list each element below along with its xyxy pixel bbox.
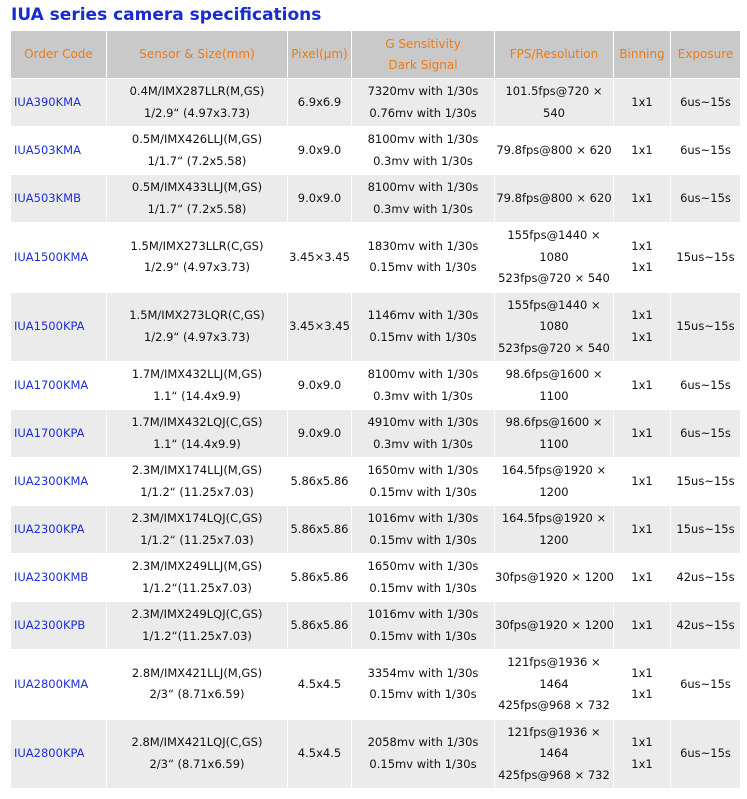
order-code-cell: IUA503KMA	[11, 127, 107, 175]
sensitivity-line: 0.15mv with 1/30s	[369, 756, 477, 771]
binning-line: 1x1	[631, 377, 653, 392]
fps-resolution-line: 540	[543, 105, 565, 120]
exposure-cell: 6us~15s	[671, 127, 741, 175]
binning-line: 1x1	[631, 190, 653, 205]
sensor-size-cell	[107, 362, 288, 410]
binning-cell	[614, 292, 671, 362]
sensitivity-cell	[352, 650, 495, 720]
spec-table	[10, 30, 741, 789]
order-code-cell: IUA2800KMA	[11, 650, 107, 720]
sensitivity-line: 0.76mv with 1/30s	[369, 105, 477, 120]
sensor-size-line: 2.3M/IMX249LLJ(M,GS)	[131, 559, 263, 573]
page-title: IUA series camera specifications	[11, 5, 322, 25]
fps-resolution-line: 30fps@1920 × 1200	[495, 617, 614, 632]
order-code-cell: IUA503KMB	[11, 175, 107, 223]
binning-line: 1x1	[631, 665, 653, 680]
sensor-size-line: 1/1.2“ (11.25x7.03)	[140, 484, 254, 499]
header-order-code: Order Code	[11, 31, 107, 79]
header-fps: FPS/Resolution	[495, 31, 614, 79]
order-code-cell: IUA1500KPA	[11, 292, 107, 362]
sensitivity-line: 1650mv with 1/30s	[367, 559, 479, 573]
sensitivity-line: 2058mv with 1/30s	[367, 735, 479, 750]
pixel-cell: 5.86x5.86	[288, 506, 352, 554]
order-code-cell: IUA390KMA	[11, 79, 107, 127]
pixel-cell: 9.0x9.0	[288, 362, 352, 410]
sensitivity-line: 0.15mv with 1/30s	[369, 329, 477, 344]
binning-line: 1x1	[631, 473, 653, 488]
table-row	[11, 175, 741, 223]
header-sensitivity-line2: Dark Signal	[388, 57, 458, 72]
sensitivity-line: 0.3mv with 1/30s	[373, 388, 473, 403]
sensitivity-line: 8100mv with 1/30s	[367, 132, 479, 146]
binning-cell	[614, 175, 671, 223]
table-row	[11, 292, 741, 362]
pixel-cell: 9.0x9.0	[288, 175, 352, 223]
binning-cell	[614, 602, 671, 650]
table-row	[11, 506, 741, 554]
fps-resolution-line: 121fps@1936 ×	[507, 724, 601, 739]
fps-resolution-line: 155fps@1440 ×	[507, 297, 601, 312]
table-row	[11, 602, 741, 650]
fps-resolution-line: 79.8fps@800 × 620	[496, 190, 612, 205]
sensor-size-cell	[107, 554, 288, 602]
fps-resolution-line: 164.5fps@1920 ×	[501, 463, 607, 477]
binning-cell	[614, 554, 671, 602]
fps-resolution-line: 101.5fps@720 ×	[505, 84, 603, 98]
exposure-cell: 6us~15s	[671, 650, 741, 720]
table-row	[11, 554, 741, 602]
sensor-size-line: 1.5M/IMX273LLR(C,GS)	[130, 238, 264, 253]
order-code-cell: IUA1700KPA	[11, 410, 107, 458]
binning-cell	[614, 719, 671, 789]
pixel-cell: 9.0x9.0	[288, 127, 352, 175]
sensitivity-line: 1650mv with 1/30s	[367, 463, 479, 477]
sensor-size-cell	[107, 223, 288, 293]
sensor-size-cell	[107, 650, 288, 720]
sensitivity-line: 1146mv with 1/30s	[367, 308, 479, 323]
binning-cell	[614, 410, 671, 458]
table-row	[11, 127, 741, 175]
fps-resolution-line: 1100	[539, 436, 569, 451]
header-pixel: Pixel(μm)	[288, 31, 352, 79]
binning-cell	[614, 79, 671, 127]
sensitivity-line: 0.3mv with 1/30s	[373, 201, 473, 216]
sensitivity-cell	[352, 362, 495, 410]
exposure-cell: 42us~15s	[671, 554, 741, 602]
binning-line: 1x1	[631, 260, 653, 275]
binning-cell	[614, 223, 671, 293]
fps-resolution-cell	[495, 602, 614, 650]
sensitivity-line: 0.15mv with 1/30s	[369, 532, 477, 547]
pixel-cell: 5.86x5.86	[288, 602, 352, 650]
fps-resolution-cell	[495, 506, 614, 554]
order-code-cell: IUA2300KMB	[11, 554, 107, 602]
order-code-cell: IUA2300KPB	[11, 602, 107, 650]
exposure-cell: 6us~15s	[671, 410, 741, 458]
binning-cell	[614, 506, 671, 554]
binning-line: 1x1	[631, 238, 653, 253]
sensor-size-line: 1/1.2“(11.25x7.03)	[142, 580, 252, 595]
sensitivity-line: 4910mv with 1/30s	[367, 415, 479, 429]
binning-line: 1x1	[631, 94, 653, 109]
sensor-size-line: 1.1“ (14.4x9.9)	[153, 436, 241, 451]
sensor-size-line: 2/3“ (8.71x6.59)	[149, 756, 245, 771]
sensitivity-cell	[352, 458, 495, 506]
pixel-cell: 9.0x9.0	[288, 410, 352, 458]
sensitivity-line: 0.3mv with 1/30s	[373, 153, 473, 168]
fps-resolution-cell	[495, 458, 614, 506]
sensor-size-line: 1/1.7“ (7.2x5.58)	[147, 153, 247, 168]
fps-resolution-line: 425fps@968 × 732	[498, 698, 610, 712]
fps-resolution-line: 164.5fps@1920 ×	[501, 511, 607, 525]
fps-resolution-cell	[495, 719, 614, 789]
binning-line: 1x1	[631, 329, 653, 344]
order-code-cell: IUA2300KMA	[11, 458, 107, 506]
binning-cell	[614, 127, 671, 175]
sensor-size-line: 1.7M/IMX432LLJ(M,GS)	[131, 367, 263, 381]
fps-resolution-cell	[495, 554, 614, 602]
sensitivity-line: 0.15mv with 1/30s	[369, 580, 477, 595]
sensor-size-line: 1.1“ (14.4x9.9)	[153, 388, 241, 403]
binning-line: 1x1	[631, 617, 653, 632]
sensor-size-line: 1/1.2“ (11.25x7.03)	[140, 532, 254, 547]
sensitivity-line: 0.15mv with 1/30s	[369, 260, 477, 275]
binning-cell	[614, 458, 671, 506]
header-sensitivity-line1: G Sensitivity	[385, 36, 461, 51]
header-exposure: Exposure	[671, 31, 741, 79]
exposure-cell: 6us~15s	[671, 719, 741, 789]
table-row	[11, 362, 741, 410]
fps-resolution-line: 1200	[539, 532, 569, 547]
header-sensor-size: Sensor & Size(mm)	[107, 31, 288, 79]
fps-resolution-line: 155fps@1440 ×	[507, 228, 601, 242]
sensor-size-line: 2.3M/IMX249LQJ(C,GS)	[131, 607, 263, 621]
sensor-size-cell	[107, 506, 288, 554]
sensor-size-cell	[107, 458, 288, 506]
pixel-cell: 3.45×3.45	[288, 292, 352, 362]
binning-line: 1x1	[631, 308, 653, 323]
exposure-cell: 6us~15s	[671, 362, 741, 410]
sensor-size-cell	[107, 719, 288, 789]
sensor-size-line: 1.7M/IMX432LQJ(C,GS)	[131, 415, 263, 429]
pixel-cell: 4.5x4.5	[288, 650, 352, 720]
fps-resolution-cell	[495, 410, 614, 458]
table-row	[11, 79, 741, 127]
sensor-size-line: 1/2.9“ (4.97x3.73)	[143, 260, 251, 275]
binning-line: 1x1	[631, 687, 653, 702]
exposure-cell: 6us~15s	[671, 79, 741, 127]
sensor-size-line: 2.8M/IMX421LLJ(M,GS)	[131, 665, 263, 680]
fps-resolution-line: 121fps@1936 ×	[507, 655, 601, 669]
fps-resolution-line: 425fps@968 × 732	[498, 767, 610, 782]
sensitivity-line: 0.15mv with 1/30s	[369, 687, 477, 702]
pixel-cell: 6.9x6.9	[288, 79, 352, 127]
sensor-size-line: 0.5M/IMX426LLJ(M,GS)	[131, 132, 263, 146]
exposure-cell: 42us~15s	[671, 602, 741, 650]
sensor-size-cell	[107, 79, 288, 127]
sensitivity-cell	[352, 175, 495, 223]
sensor-size-cell	[107, 175, 288, 223]
order-code-cell: IUA2800KPA	[11, 719, 107, 789]
sensor-size-line: 2.3M/IMX174LLJ(M,GS)	[131, 463, 263, 477]
sensor-size-line: 0.5M/IMX433LLJ(M,GS)	[131, 180, 263, 194]
fps-resolution-cell	[495, 79, 614, 127]
fps-resolution-line: 523fps@720 × 540	[498, 271, 610, 285]
sensor-size-line: 0.4M/IMX287LLR(M,GS)	[129, 84, 265, 98]
pixel-cell: 4.5x4.5	[288, 719, 352, 789]
sensitivity-line: 8100mv with 1/30s	[367, 180, 479, 194]
sensor-size-cell	[107, 292, 288, 362]
sensitivity-cell	[352, 127, 495, 175]
header-binning: Binning	[614, 31, 671, 79]
sensor-size-line: 2.8M/IMX421LQJ(C,GS)	[131, 735, 263, 750]
sensitivity-line: 1830mv with 1/30s	[367, 238, 479, 253]
fps-resolution-cell	[495, 292, 614, 362]
table-row	[11, 223, 741, 293]
order-code-cell: IUA1500KMA	[11, 223, 107, 293]
exposure-cell: 15us~15s	[671, 223, 741, 293]
fps-resolution-line: 1080	[539, 319, 569, 333]
fps-resolution-cell	[495, 362, 614, 410]
sensitivity-cell	[352, 719, 495, 789]
table-body	[11, 79, 741, 789]
binning-cell	[614, 362, 671, 410]
sensitivity-line: 0.3mv with 1/30s	[373, 436, 473, 451]
sensitivity-cell	[352, 602, 495, 650]
sensitivity-cell	[352, 554, 495, 602]
sensor-size-line: 2/3“ (8.71x6.59)	[149, 687, 245, 702]
fps-resolution-line: 30fps@1920 × 1200	[495, 569, 614, 584]
binning-line: 1x1	[631, 142, 653, 157]
pixel-cell: 3.45×3.45	[288, 223, 352, 293]
sensor-size-cell	[107, 602, 288, 650]
fps-resolution-line: 98.6fps@1600 ×	[505, 415, 603, 429]
table-row	[11, 650, 741, 720]
sensitivity-line: 3354mv with 1/30s	[367, 665, 479, 680]
sensitivity-line: 0.15mv with 1/30s	[369, 484, 477, 499]
fps-resolution-line: 98.6fps@1600 ×	[505, 367, 603, 381]
binning-line: 1x1	[631, 521, 653, 536]
fps-resolution-cell	[495, 175, 614, 223]
sensor-size-line: 1/1.7“ (7.2x5.58)	[147, 201, 247, 216]
fps-resolution-line: 1200	[539, 484, 569, 499]
sensitivity-cell	[352, 506, 495, 554]
fps-resolution-cell	[495, 650, 614, 720]
fps-resolution-line: 1080	[539, 249, 569, 264]
sensitivity-line: 8100mv with 1/30s	[367, 367, 479, 381]
sensitivity-line: 1016mv with 1/30s	[367, 511, 479, 525]
header-row	[11, 31, 741, 79]
order-code-cell: IUA1700KMA	[11, 362, 107, 410]
sensitivity-cell	[352, 79, 495, 127]
table-row	[11, 458, 741, 506]
sensor-size-line: 1/2.9“ (4.97x3.73)	[143, 105, 251, 120]
fps-resolution-line: 1100	[539, 388, 569, 403]
binning-line: 1x1	[631, 735, 653, 750]
fps-resolution-cell	[495, 127, 614, 175]
table-row	[11, 719, 741, 789]
sensor-size-cell	[107, 410, 288, 458]
binning-line: 1x1	[631, 425, 653, 440]
sensitivity-line: 1016mv with 1/30s	[367, 607, 479, 621]
sensor-size-cell	[107, 127, 288, 175]
table-row	[11, 410, 741, 458]
sensor-size-line: 1/1.2“(11.25x7.03)	[142, 628, 252, 643]
pixel-cell: 5.86x5.86	[288, 458, 352, 506]
fps-resolution-line: 1464	[539, 676, 569, 691]
exposure-cell: 6us~15s	[671, 175, 741, 223]
exposure-cell: 15us~15s	[671, 458, 741, 506]
pixel-cell: 5.86x5.86	[288, 554, 352, 602]
binning-line: 1x1	[631, 569, 653, 584]
sensor-size-line: 1/2.9“ (4.97x3.73)	[143, 329, 251, 344]
fps-resolution-line: 1464	[539, 746, 569, 760]
header-sensitivity	[352, 31, 495, 79]
sensitivity-line: 0.15mv with 1/30s	[369, 628, 477, 643]
fps-resolution-line: 523fps@720 × 540	[498, 340, 610, 355]
binning-cell	[614, 650, 671, 720]
fps-resolution-cell	[495, 223, 614, 293]
sensitivity-cell	[352, 292, 495, 362]
sensor-size-line: 2.3M/IMX174LQJ(C,GS)	[131, 511, 263, 525]
sensor-size-line: 1.5M/IMX273LQR(C,GS)	[129, 308, 265, 323]
binning-line: 1x1	[631, 756, 653, 771]
exposure-cell: 15us~15s	[671, 292, 741, 362]
order-code-cell: IUA2300KPA	[11, 506, 107, 554]
sensitivity-line: 7320mv with 1/30s	[367, 84, 479, 98]
sensitivity-cell	[352, 223, 495, 293]
fps-resolution-line: 79.8fps@800 × 620	[496, 142, 612, 157]
exposure-cell: 15us~15s	[671, 506, 741, 554]
sensitivity-cell	[352, 410, 495, 458]
